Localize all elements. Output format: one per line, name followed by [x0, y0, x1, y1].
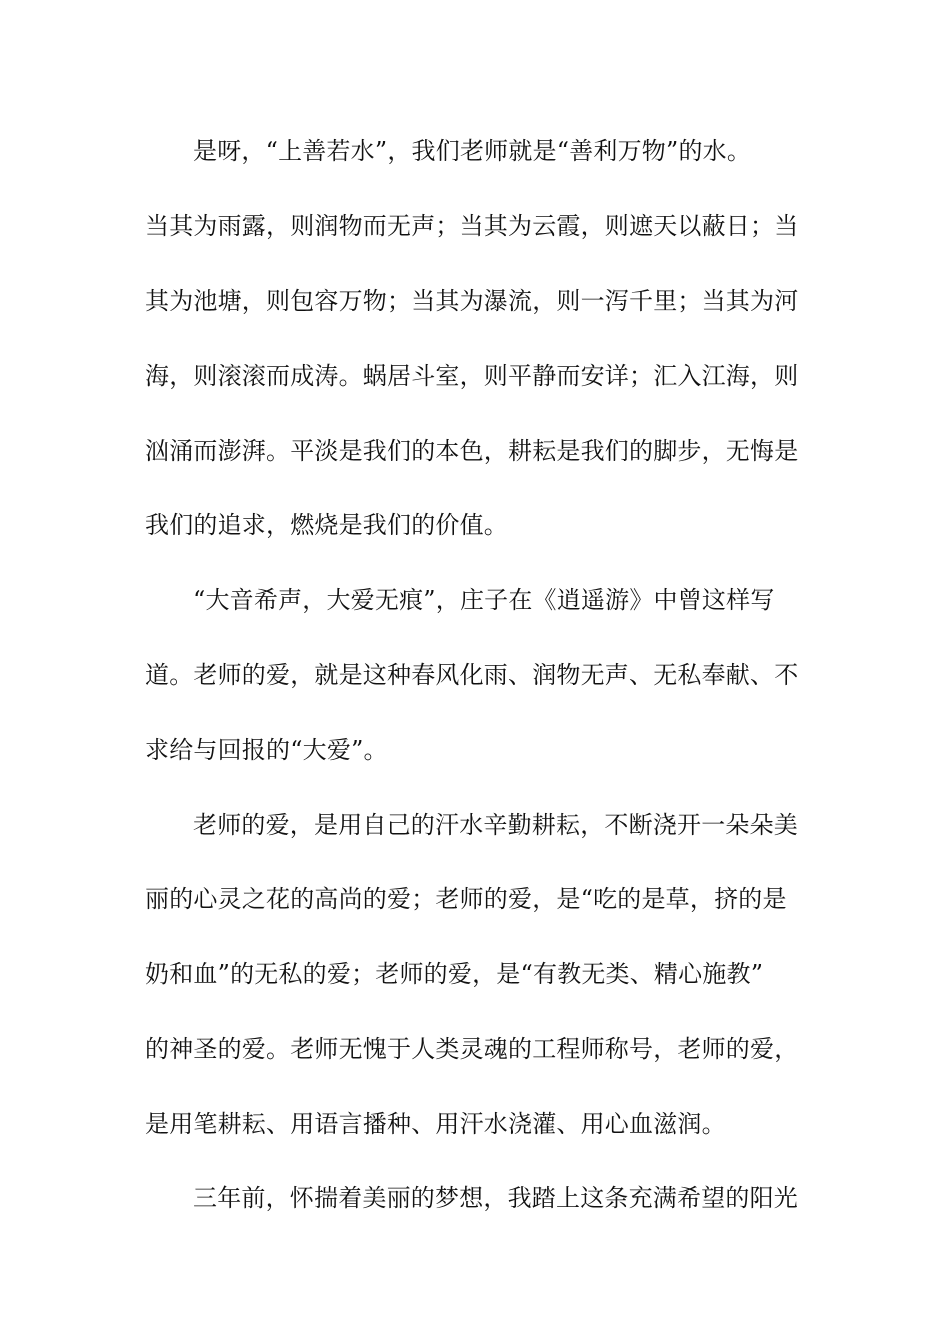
paragraph-2-line-2: 道。老师的爱，就是这种春风化雨、润物无声、无私奉献、不	[145, 661, 799, 689]
paragraph-1-line-2: 当其为雨露，则润物而无声；当其为云霞，则遮天以蔽日；当	[145, 212, 799, 240]
paragraph-3-line-5: 是用笔耕耘、用语言播种、用汗水浇灌、用心血滋润。	[145, 1110, 726, 1138]
paragraph-3-line-3: 奶和血”的无私的爱；老师的爱，是“有教无类、精心施教”	[145, 960, 764, 988]
paragraph-3-line-1: 老师的爱，是用自己的汗水辛勤耕耘，不断浇开一朵朵美	[193, 811, 798, 839]
paragraph-4-line-1: 三年前，怀揣着美丽的梦想，我踏上这条充满希望的阳光	[193, 1184, 798, 1212]
paragraph-1-line-4: 海，则滚滚而成涛。蜗居斗室，则平静而安详；汇入江海，则	[145, 362, 799, 390]
paragraph-2-line-3: 求给与回报的“大爱”。	[145, 736, 388, 764]
paragraph-1-line-1: 是呀，“上善若水”，我们老师就是“善利万物”的水。	[193, 137, 752, 165]
paragraph-3-line-4: 的神圣的爱。老师无愧于人类灵魂的工程师称号，老师的爱，	[145, 1035, 799, 1063]
paragraph-2-line-1: “大音希声，大爱无痕”，庄子在《逍遥游》中曾这样写	[193, 586, 775, 614]
paragraph-1-line-3: 其为池塘，则包容万物；当其为瀑流，则一泻千里；当其为河	[145, 287, 799, 315]
paragraph-3-line-2: 丽的心灵之花的高尚的爱；老师的爱，是“吃的是草，挤的是	[145, 885, 787, 913]
paragraph-1-line-5: 汹涌而澎湃。平淡是我们的本色，耕耘是我们的脚步，无悔是	[145, 437, 799, 465]
paragraph-1-line-6: 我们的追求，燃烧是我们的价值。	[145, 511, 508, 539]
